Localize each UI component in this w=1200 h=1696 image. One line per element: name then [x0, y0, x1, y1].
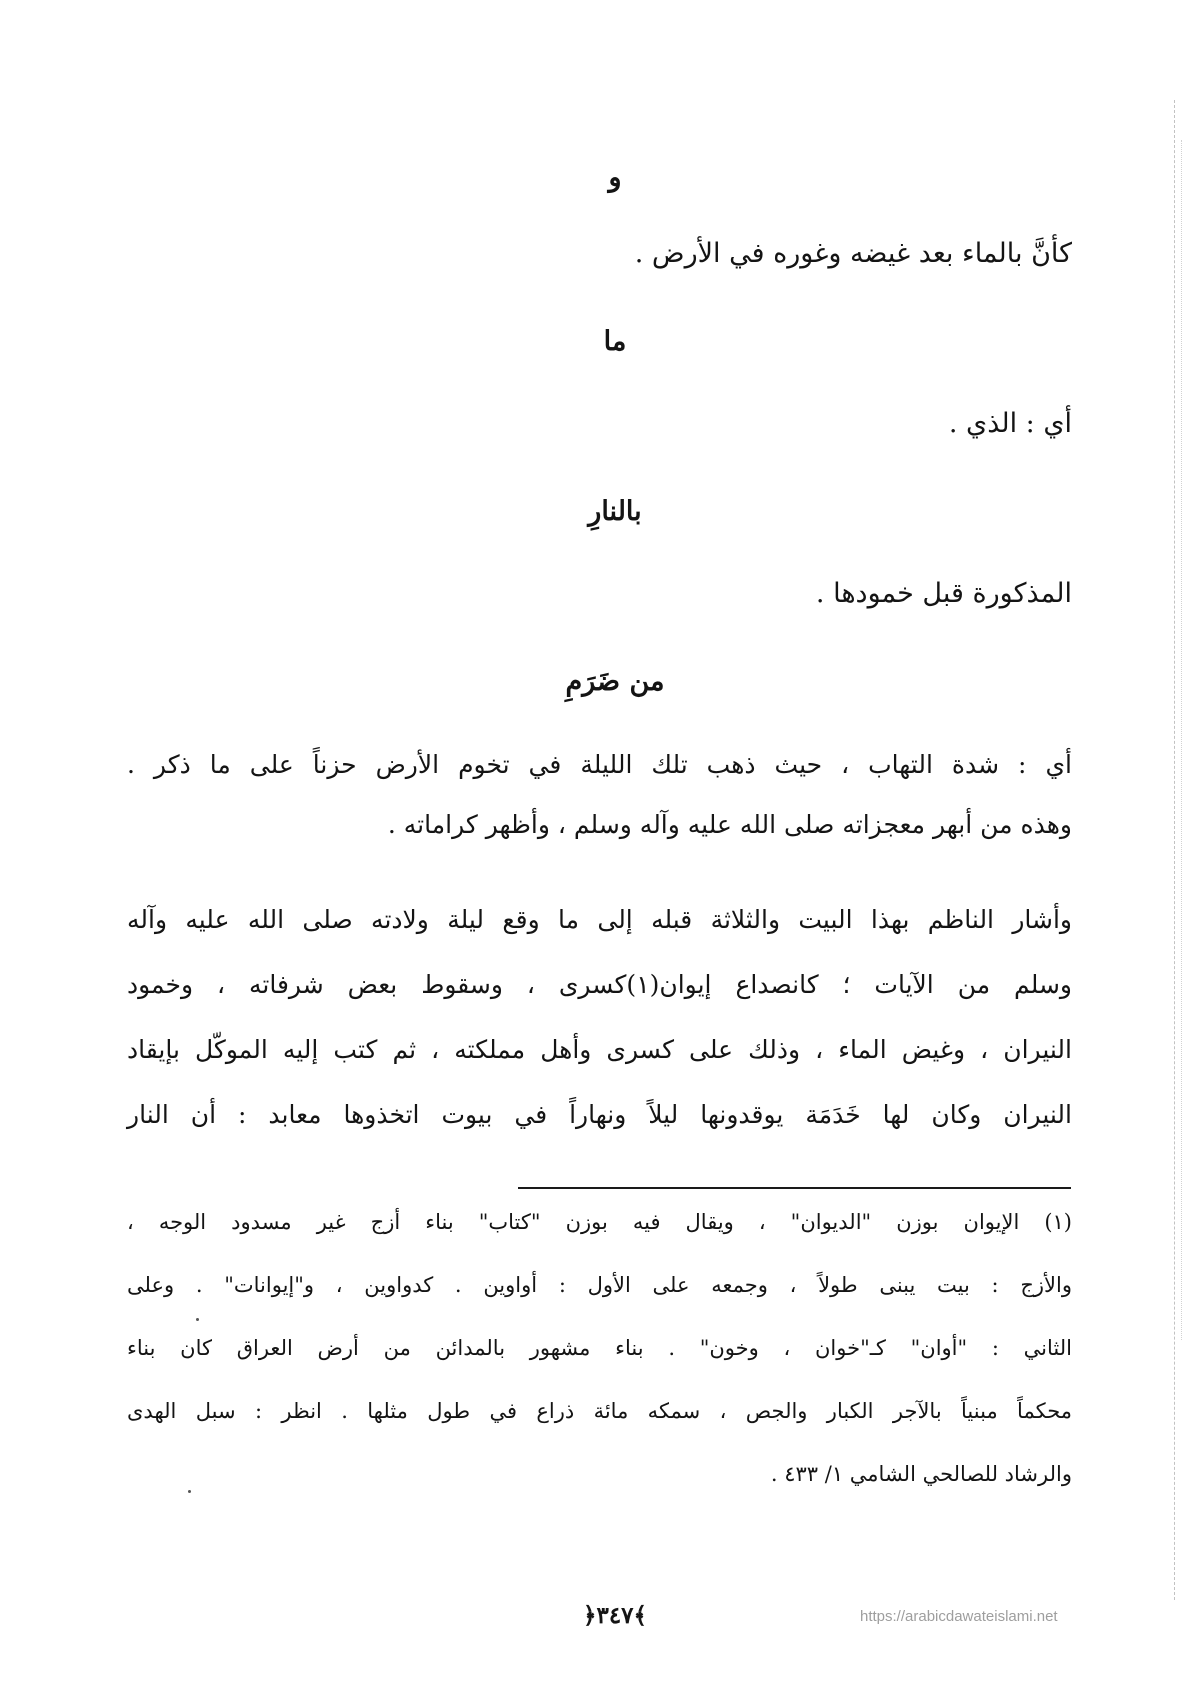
scan-edge-mark-inner: [1181, 140, 1183, 1340]
scan-edge-mark: [1174, 100, 1177, 1600]
footnote-line-3: الثاني : "أوان" كـ"خوان ، وخون" . بناء مشهور بالمدائن من أرض العراق كان بناء: [127, 1336, 1072, 1360]
para1-line-2: وهذه من أبهر معجزاته صلى الله عليه وآله وسلم ، وأظهر كراماته .: [387, 810, 1072, 839]
headword-min-daram: من ضَرَمِ: [565, 666, 665, 697]
para2-line-4: النيران وكان لها خَدَمَة يوقدونها ليلاً ونهاراً في بيوت اتخذوها معابد : أن النار: [127, 1100, 1072, 1129]
headword-ma: ما: [603, 326, 627, 357]
para2-line-2: وسلم من الآيات ؛ كانصداع إيوان(١)كسرى ، وسقوط بعض شرفاته ، وخمود: [127, 970, 1072, 999]
footnote-line-1: (١) الإيوان بوزن "الديوان" ، ويقال فيه بوزن "كتاب" بناء أزج غير مسدود الوجه ،: [127, 1210, 1072, 1234]
watermark-url: https://arabicdawateislami.net: [860, 1608, 1058, 1625]
page-number: ﴿٣٤٧﴾: [582, 1602, 648, 1629]
para1-line-1: أي : شدة التهاب ، حيث ذهب تلك الليلة في تخوم الأرض حزناً على ما ذكر .: [127, 750, 1072, 779]
footnote-line-2: والأزج : بيت يبنى طولاً ، وجمعه على الأول : أواوين . كدواوين ، و"إيوانات" . وعلى: [127, 1273, 1072, 1297]
gloss-line-1: كأنَّ بالماء بعد غيضه وغوره في الأرض .: [634, 238, 1072, 269]
headword-waw: و: [608, 162, 622, 193]
para2-line-3: النيران ، وغيض الماء ، وذلك على كسرى وأهل مملكته ، ثم كتب إليه الموكّل بإيقاد: [127, 1035, 1072, 1064]
para2-line-1: وأشار الناظم بهذا البيت والثلاثة قبله إلى ما وقع ليلة ولادته صلى الله عليه وآله: [127, 905, 1072, 934]
headword-bil-nar: بالنارِ: [588, 496, 642, 527]
gloss-line-3: المذكورة قبل خمودها .: [815, 578, 1072, 609]
scan-speck: [196, 1318, 199, 1321]
scan-speck: [188, 1490, 191, 1493]
footnote-separator: [518, 1187, 1071, 1189]
footnote-line-4: محكماً مبنياً بالآجر الكبار والجص ، سمكه مائة ذراع في طول مثلها . انظر : سبل الهدى: [127, 1399, 1072, 1423]
footnote-line-5: والرشاد للصالحي الشامي ١/ ٤٣٣ .: [770, 1462, 1072, 1486]
gloss-line-2: أي : الذي .: [948, 408, 1072, 439]
